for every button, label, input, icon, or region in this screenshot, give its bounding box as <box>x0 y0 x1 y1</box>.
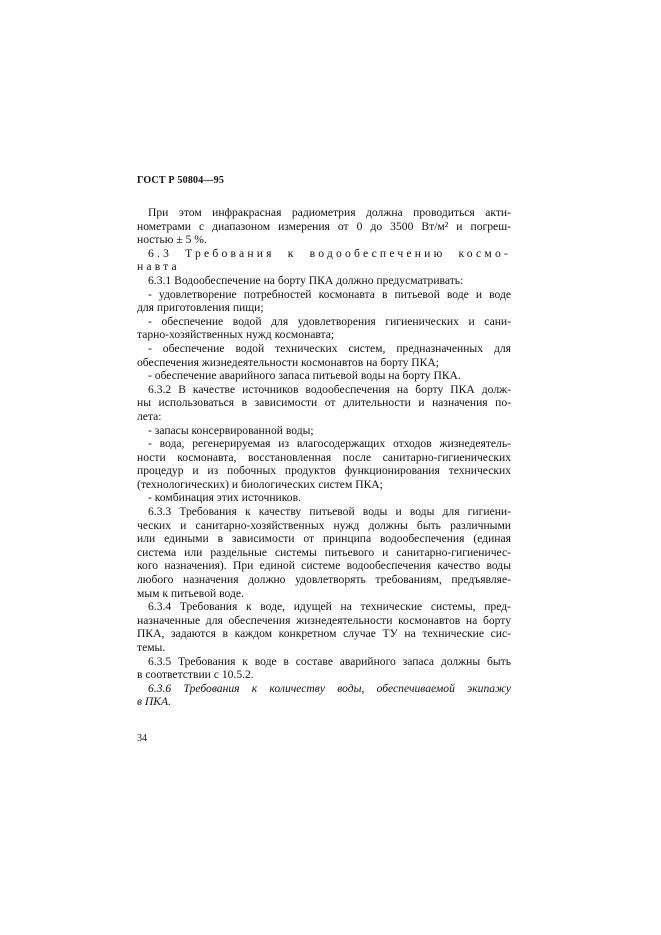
text-line: - обеспечение аварийного запаса питьевой воды на борту ПКА. <box>148 369 461 383</box>
text-line: мым к питьевой воде. <box>137 586 244 600</box>
text-line: - удовлетворение потребностей космонавта в питьевой воде и воде <box>148 287 511 301</box>
text-line: в соответствии с 10.5.2. <box>137 668 254 682</box>
text-line: лета: <box>137 409 162 423</box>
text-line: система или раздельные системы питьевого и санитарно-гигиеничес- <box>137 545 511 559</box>
document-body <box>137 206 511 709</box>
text-line: - обеспечение водой для удовлетворения гигиенических и сани- <box>148 314 511 328</box>
text-line: темы. <box>137 641 166 654</box>
text-line: нометрами с диапазоном измерения от 0 до 3500 Вт/м² и погреш- <box>137 219 511 233</box>
text-line: - обеспечение водой технических систем, предназначенных для <box>148 341 511 355</box>
text-line: в ПКА. <box>137 695 171 709</box>
text-line: 6.3.1 Водообеспечение на борту ПКА должно предусматривать: <box>148 273 464 287</box>
page-number: 34 <box>137 733 147 744</box>
text-line: 6.3.3 Требования к качеству питьевой воды и воды для гигиени- <box>148 505 511 519</box>
text-line: тарно-хозяйственных нужд космонавта; <box>137 328 335 342</box>
text-line: навта <box>137 260 180 274</box>
text-line: 6.3.4 Требования к воде, идущей на технические системы, пред- <box>148 600 511 614</box>
text-line: любого назначения должно удовлетворять требованиям, предъявляе- <box>137 573 511 587</box>
document-header: ГОСТ Р 50804—95 <box>137 175 225 186</box>
text-line: 6.3.2 В качестве источников водообеспечения на борту ПКА долж- <box>148 382 511 396</box>
text-line: или едиными в зависимости от принципа водообеспечения (единая <box>137 532 511 546</box>
text-line: ны использоваться в зависимости от длительности и назначения по- <box>137 396 511 410</box>
text-line: - комбинация этих источников. <box>148 491 301 505</box>
text-line: обеспечения жизнедеятельности космонавтов на борту ПКА; <box>137 355 439 369</box>
text-line: процедур и из побочных продуктов функционирования технических <box>137 464 511 478</box>
text-line: ности космонавта, восстановленная после санитарно-гигиенических <box>137 450 511 464</box>
text-line: назначенные для обеспечения жизнедеятельности космонавтов на борту <box>137 613 511 627</box>
text-line: ностью ± 5 %. <box>137 233 207 247</box>
text-line: - запасы консервированной воды; <box>148 423 314 437</box>
text-line: 6.3.5 Требования к воде в составе аварийного запаса должны быть <box>148 654 511 668</box>
text-line: (технологических) и биологических систем ПКА; <box>137 477 383 491</box>
text-line: При этом инфракрасная радиометрия должна проводиться акти- <box>148 206 511 219</box>
text-line: для приготовления пищи; <box>137 301 264 315</box>
text-line: 6.3 Требования к водообеспечению космо- <box>148 246 511 260</box>
text-line: ческих и санитарно-хозяйственных нужд должны быть различными <box>137 518 511 532</box>
text-line: кого назначения). При единой системе водообеспечения качество воды <box>137 559 511 573</box>
text-line: - вода, регенерируемая из влагосодержащих отходов жизнедеятель- <box>148 437 511 451</box>
text-line: 6.3.6 Требования к количеству воды, обеспечиваемой экипажу <box>148 681 511 695</box>
text-line: ПКА, задаются в каждом конкретном случае ТУ на технические сис- <box>137 627 511 641</box>
